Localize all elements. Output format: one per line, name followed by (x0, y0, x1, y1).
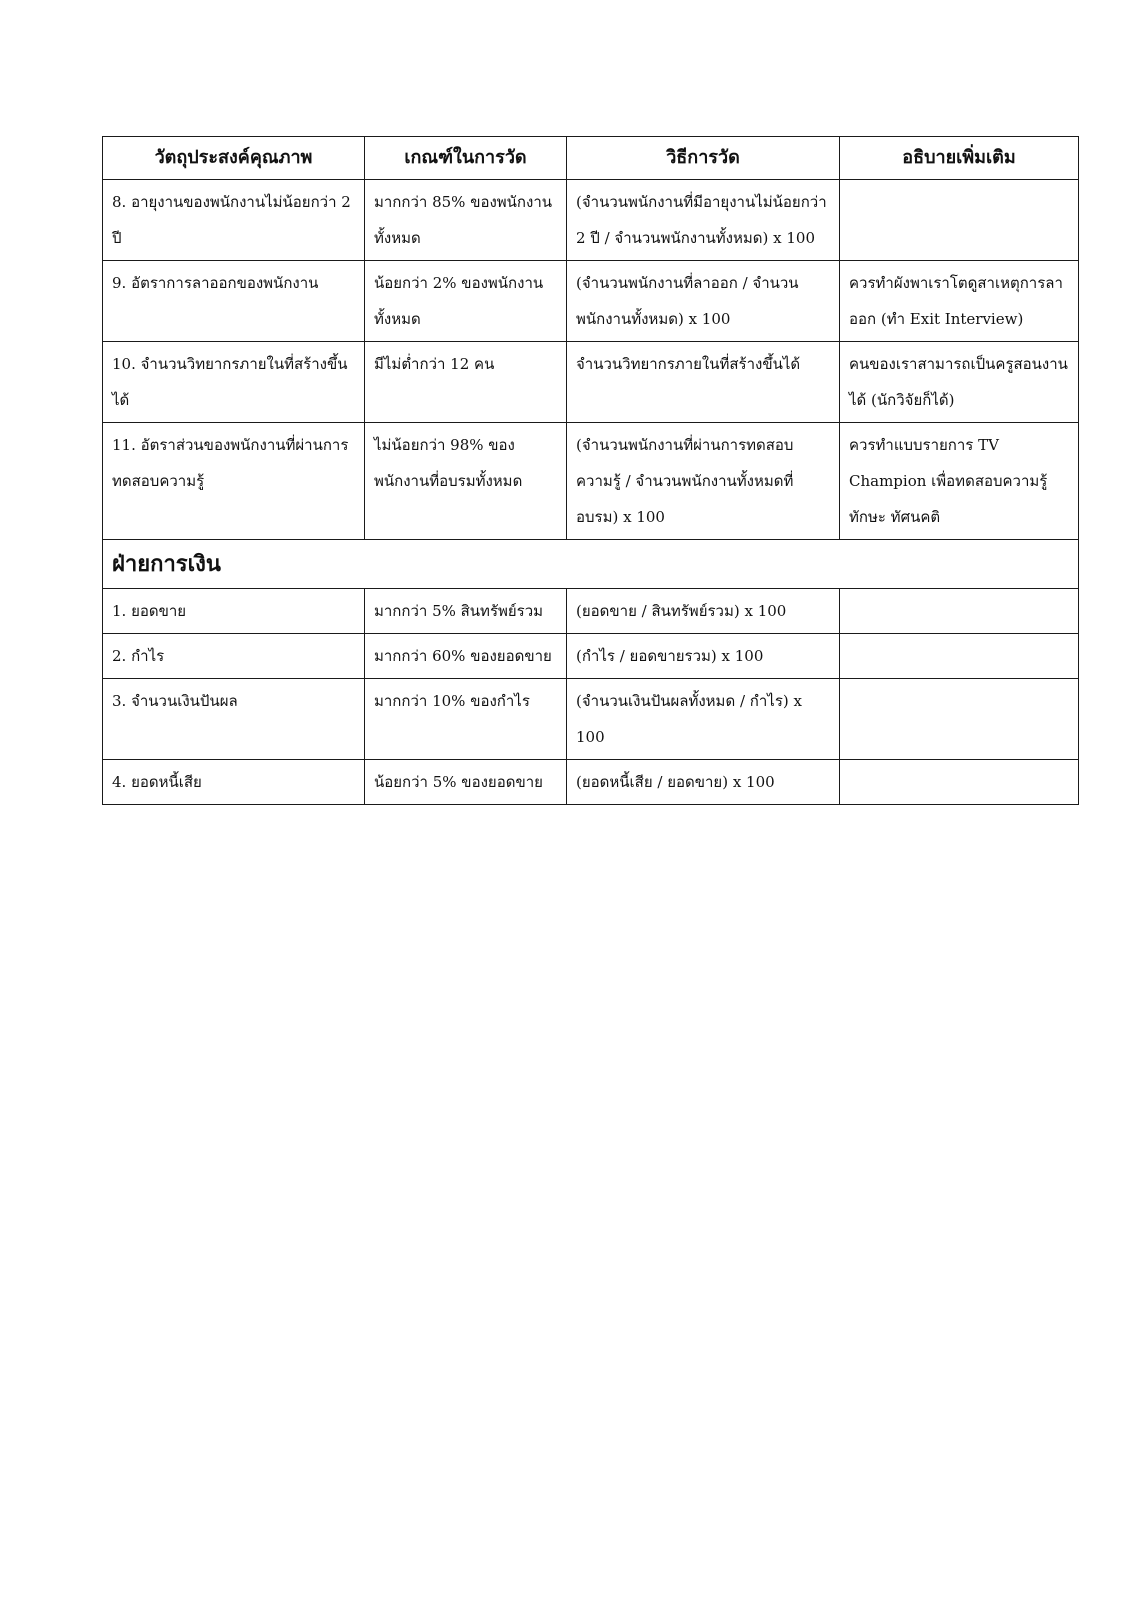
table-row (103, 679, 1079, 760)
cell-method: (จำนวนพนักงานที่มีอายุงานไม่น้อยกว่า 2 ปี / จำนวนพนักงานทั้งหมด) x 100 (567, 180, 840, 261)
cell-note (840, 760, 1079, 805)
cell-criteria: มากกว่า 5% สินทรัพย์รวม (365, 589, 567, 634)
cell-criteria: น้อยกว่า 2% ของพนักงานทั้งหมด (365, 261, 567, 342)
header-method: วิธีการวัด (567, 137, 840, 180)
cell-method: (จำนวนเงินปันผลทั้งหมด / กำไร) x 100 (567, 679, 840, 760)
cell-note (840, 180, 1079, 261)
cell-criteria: มีไม่ต่ำกว่า 12 คน (365, 342, 567, 423)
header-criteria: เกณฑ์ในการวัด (365, 137, 567, 180)
cell-note: ควรทำแบบรายการ TV Champion เพื่อทดสอบความรู้ ทักษะ ทัศนคติ (840, 423, 1079, 540)
section-finance-title: ฝ่ายการเงิน (103, 540, 1079, 589)
cell-note: ควรทำผังพาเราโตดูสาเหตุการลาออก (ทำ Exit Interview) (840, 261, 1079, 342)
cell-objective: 11. อัตราส่วนของพนักงานที่ผ่านการทดสอบความรู้ (103, 423, 365, 540)
cell-objective: 2. กำไร (103, 634, 365, 679)
cell-objective: 9. อัตราการลาออกของพนักงาน (103, 261, 365, 342)
cell-note (840, 634, 1079, 679)
cell-criteria: มากกว่า 10% ของกำไร (365, 679, 567, 760)
table-header-row (103, 137, 1079, 180)
table-row (103, 589, 1079, 634)
table-row (103, 180, 1079, 261)
cell-method: (กำไร / ยอดขายรวม) x 100 (567, 634, 840, 679)
header-note: อธิบายเพิ่มเติม (840, 137, 1079, 180)
cell-objective: 4. ยอดหนี้เสีย (103, 760, 365, 805)
cell-method: (จำนวนพนักงานที่ผ่านการทดสอบความรู้ / จำนวนพนักงานทั้งหมดที่อบรม) x 100 (567, 423, 840, 540)
table-row (103, 423, 1079, 540)
cell-method: (จำนวนพนักงานที่ลาออก / จำนวนพนักงานทั้งหมด) x 100 (567, 261, 840, 342)
cell-objective: 8. อายุงานของพนักงานไม่น้อยกว่า 2 ปี (103, 180, 365, 261)
table-row (103, 760, 1079, 805)
header-objective: วัตถุประสงค์คุณภาพ (103, 137, 365, 180)
cell-method: (ยอดขาย / สินทรัพย์รวม) x 100 (567, 589, 840, 634)
cell-objective: 1. ยอดขาย (103, 589, 365, 634)
section-row (103, 540, 1079, 589)
cell-note (840, 589, 1079, 634)
cell-method: (ยอดหนี้เสีย / ยอดขาย) x 100 (567, 760, 840, 805)
cell-note (840, 679, 1079, 760)
cell-objective: 3. จำนวนเงินปันผล (103, 679, 365, 760)
cell-note: คนของเราสามารถเป็นครูสอนงานได้ (นักวิจัยก็ได้) (840, 342, 1079, 423)
cell-criteria: ไม่น้อยกว่า 98% ของพนักงานที่อบรมทั้งหมด (365, 423, 567, 540)
cell-criteria: น้อยกว่า 5% ของยอดขาย (365, 760, 567, 805)
table-row (103, 342, 1079, 423)
cell-criteria: มากกว่า 60% ของยอดขาย (365, 634, 567, 679)
table-row (103, 634, 1079, 679)
cell-criteria: มากกว่า 85% ของพนักงานทั้งหมด (365, 180, 567, 261)
cell-method: จำนวนวิทยากรภายในที่สร้างขึ้นได้ (567, 342, 840, 423)
table-row (103, 261, 1079, 342)
quality-objectives-table (102, 136, 1079, 805)
cell-objective: 10. จำนวนวิทยากรภายในที่สร้างขึ้นได้ (103, 342, 365, 423)
